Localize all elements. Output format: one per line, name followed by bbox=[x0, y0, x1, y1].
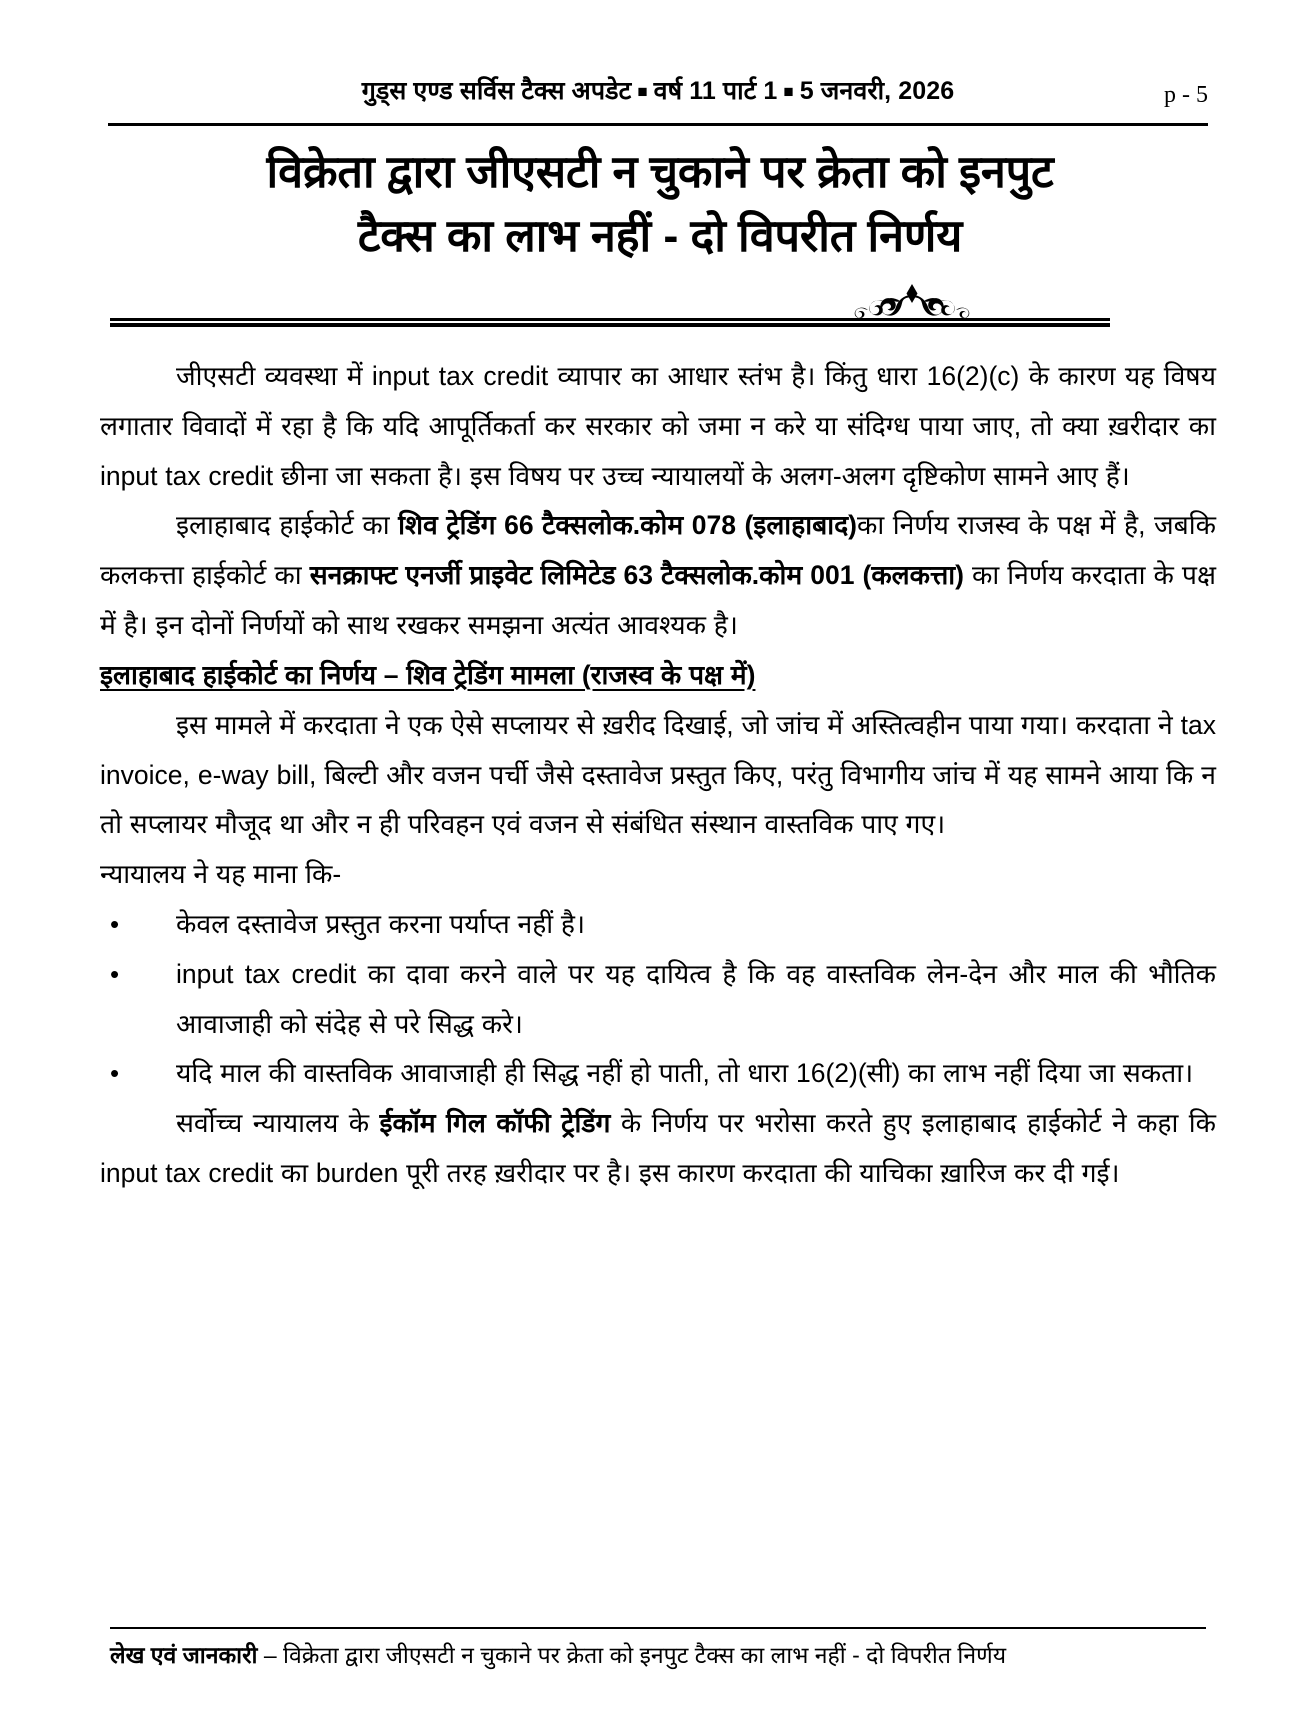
paragraph-2-part-1: इलाहाबाद हाईकोर्ट का bbox=[176, 510, 399, 541]
court-findings-list bbox=[100, 900, 1216, 1099]
paragraph-5-part-1: सर्वोच्च न्यायालय के bbox=[176, 1108, 380, 1139]
running-header bbox=[108, 78, 1208, 122]
paragraph-5 bbox=[100, 1099, 1216, 1199]
citation-ecom-gill: ईकॉम गिल कॉफी ट्रेडिंग bbox=[379, 1108, 611, 1139]
paragraph-3: इस मामले में करदाता ने एक ऐसे सप्लायर से ख़रीद दिखाई, जो जांच में अस्तित्वहीन पाया गया। करदाता ने tax invoice, e-way bill, बिल्टी और वजन पर्ची जैसे दस्तावेज प्रस्तुत किए, परंतु विभागीय जांच में यह सामने आया कि न तो सप्लायर मौजूद था और न ही परिवहन एवं वजन से संबंधित संस्थान वास्तविक पाए गए। bbox=[100, 709, 1216, 840]
bullet-icon: • bbox=[110, 908, 120, 939]
article-title bbox=[150, 140, 1170, 268]
list-item-text: केवल दस्तावेज प्रस्तुत करना पर्याप्त नहीं है। bbox=[176, 908, 586, 939]
footer-title: विक्रेता द्वारा जीएसटी न चुकाने पर क्रेता को इनपुट टैक्स का लाभ नहीं - दो विपरीत निर्णय bbox=[283, 1642, 1007, 1668]
citation-suncraft-energy: सनक्राफ्ट एनर्जी प्राइवेट लिमिटेड 63 टैक्सलोक.कोम 001 (कलकत्ता) bbox=[309, 560, 964, 591]
section-heading-allahabad: इलाहाबाद हाईकोर्ट का निर्णय – शिव ट्रेडिंग मामला (राजस्व के पक्ष में) bbox=[100, 659, 756, 690]
paragraph-4-lead-in: न्यायालय ने यह माना कि- bbox=[100, 859, 342, 890]
list-item-text: input tax credit का दावा करने वाले पर यह दायित्व है कि वह वास्तविक लेन-देन और माल की भौतिक आवाजाही को संदेह से परे सिद्ध करे। bbox=[176, 958, 1216, 1039]
bullet-icon: • bbox=[110, 958, 120, 989]
footer-dash: – bbox=[257, 1642, 284, 1668]
list-item bbox=[100, 1049, 1216, 1099]
article-body bbox=[100, 352, 1216, 1199]
list-item bbox=[100, 950, 1216, 1050]
list-item bbox=[100, 900, 1216, 950]
issue-date: 5 जनवरी, 2026 bbox=[799, 77, 955, 105]
list-item-text: यदि माल की वास्तविक आवाजाही ही सिद्ध नहीं हो पाती, तो धारा 16(2)(सी) का लाभ नहीं दिया जा सकता। bbox=[176, 1058, 1194, 1089]
running-footer bbox=[110, 1638, 1206, 1673]
separator-square-icon-2: ■ bbox=[783, 82, 794, 101]
volume-part: वर्ष 11 पार्ट 1 bbox=[653, 77, 778, 105]
paragraph-5-part-2: के निर्णय पर भरोसा करते हुए इलाहाबाद हाईकोर्ट ने कहा कि input tax credit का burden पूरी तरह ख़रीदार पर है। इस कारण करदाता की याचिका ख़ारिज कर दी गई। bbox=[100, 1108, 1216, 1188]
page-number: p - 5 bbox=[1164, 82, 1208, 108]
footer-label: लेख एवं जानकारी bbox=[110, 1642, 258, 1668]
paragraph-2-part-3: का निर्णय करदाता के पक्ष में है। इन दोनों निर्णयों को साथ रखकर समझना अत्यंत आवश्यक है। bbox=[100, 560, 1216, 641]
title-double-rule bbox=[110, 318, 1110, 327]
article-title-line-1: विक्रेता द्वारा जीएसटी न चुकाने पर क्रेता को इनपुट bbox=[266, 146, 1054, 197]
footer-rule bbox=[110, 1627, 1206, 1629]
separator-square-icon: ■ bbox=[637, 82, 648, 101]
article-title-line-2: टैक्स का लाभ नहीं - दो विपरीत निर्णय bbox=[357, 209, 963, 261]
citation-shiv-trading: शिव ट्रेडिंग 66 टैक्सलोक.कोम 078 (इलाहाबाद) bbox=[398, 510, 857, 541]
header-rule bbox=[108, 123, 1208, 126]
publication-name: गुड्स एण्ड सर्विस टैक्स अपडेट bbox=[361, 77, 632, 105]
paragraph-1: जीएसटी व्यवस्था में input tax credit व्यापार का आधार स्तंभ है। किंतु धारा 16(2)(c) के कारण यह विषय लगातार विवादों में रहा है कि यदि आपूर्तिकर्ता कर सरकार को जमा न करे या संदिग्ध पाया जाए, तो क्या ख़रीदार का input tax credit छीना जा सकता है। इस विषय पर उच्च न्यायालयों के अलग-अलग दृष्टिकोण सामने आए हैं। bbox=[100, 361, 1216, 491]
paragraph-2 bbox=[100, 501, 1216, 650]
bullet-icon: • bbox=[110, 1058, 120, 1089]
paragraph-2-part-2: का निर्णय राजस्व के पक्ष में है, जबकि कलकत्ता हाईकोर्ट का bbox=[100, 510, 1216, 591]
masthead-line bbox=[108, 78, 1208, 106]
